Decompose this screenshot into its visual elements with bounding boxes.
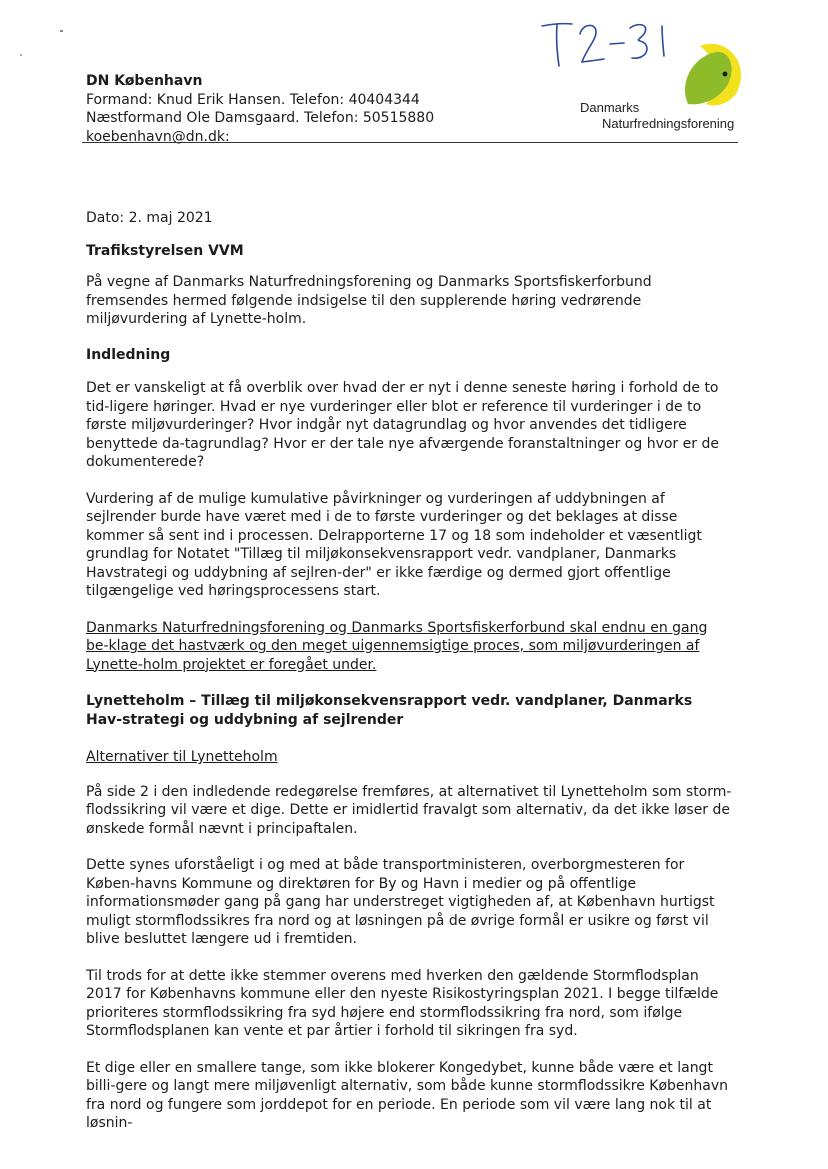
underlined-paragraph: Danmarks Naturfredningsforening og Danmarks Sportsfiskerforbund skal endnu en gang be-klage det hastværk og den meget uigennemsigtige proces, som miljøvurderingen af Lynette-holm projektet er foregået under.: [86, 619, 708, 673]
sender-email[interactable]: koebenhavn@dn.dk:: [86, 128, 230, 145]
org-name-line2: Naturfredningsforening: [602, 116, 735, 131]
intro-paragraph: På vegne af Danmarks Naturfredningsforening og Danmarks Sportsfiskerforbund fremsendes hermed følgende indsigelse til den supplerende høring vedrørende miljøvurdering af Lynette-holm.: [86, 274, 652, 327]
scan-speck: [20, 54, 22, 56]
sender-vice-chair: Næstformand Ole Damsgaard. Telefon: 50515880: [86, 110, 435, 126]
handwriting-image: [538, 14, 678, 74]
org-name: [580, 100, 734, 132]
scan-speck: [60, 30, 63, 32]
handwritten-annotation: [538, 14, 678, 74]
paragraph: Til trods for at dette ikke stemmer overens med hverken den gældende Stormflodsplan 2017 for Københavns kommune eller den nyeste Risikostyringsplan 2021. I begge tilfælde prioriteres stormflodssikring fra syd højere end stormflodssikring fra nord, som ifølge Stormflodsplanen kan vente et par årtier i forhold til sikringen fra syd.: [86, 967, 719, 1039]
header-divider: [82, 142, 738, 143]
paragraph: På side 2 i den indledende redegørelse fremføres, at alternativet til Lynetteholm som storm-flodssikring vil være et dige. Dette er imidlertid fravalgt som alternativ, da det ikke løser de ønskede formål nævnt i principaftalen.: [86, 783, 732, 837]
sender-name: DN København: [86, 73, 203, 89]
section-heading-main: Lynetteholm – Tillæg til miljøkonsekvensrapport vedr. vandplaner, Danmarks Hav-strategi og uddybning af sejlrender: [86, 693, 693, 728]
paragraph: Dette synes uforståeligt i og med at både transportministeren, overborgmesteren for Køben-havns Kommune og direktøren for By og Havn i medier og på offentlige informationsmøder gang på gang har understreget vigtigheden af, at København hurtigst muligt stormflodssikres fra nord og at løsningen på de øvrige formål er usikre og først vil blive besluttet længere ud i fremtiden.: [86, 857, 715, 947]
sender-chair: Formand: Knud Erik Hansen. Telefon: 40404344: [86, 91, 420, 108]
paragraph: Vurdering af de mulige kumulative påvirkninger og vurderingen af uddybningen af sejlrender burde have været med i de to første vurderinger og det beklages at disse kommer så sent ind i processen. Delrapporterne 17 og 18 som indeholder et væsentligt grundlag for Notatet "Tillæg til miljøkonsekvensrapport vedr. vandplaner, Danmarks Havstrategi og uddybning af sejlren-der" er ikke færdige og dermed gjort offentlige tilgængelige ved høringsprocessens start.: [86, 490, 702, 599]
paragraph: Det er vanskeligt at få overblik over hvad der er nyt i denne seneste høring i forhold de to tid-ligere høringer. Hvad er nye vurderinger eller blot er reference til vurderinger i de to første miljøvurderinger? Hvor indgår nyt datagrundlag og hvor anvendes det tidligere benyttede da-tagrundlag? Hvor er der tale nye afværgende foranstaltninger og hvor er de dokumenterede?: [86, 380, 719, 470]
paragraph: Et dige eller en smallere tange, som ikke blokerer Kongedybet, kunne både være et langt billi-gere og langt mere miljøvenligt alternativ, som både kunne stormflodssikre København fra nord og fungere som jorddepot for en periode. En periode som vil være lang nok til at løsnin-: [86, 1059, 729, 1131]
letter-body: [86, 209, 732, 1151]
section-heading-intro: Indledning: [86, 346, 171, 363]
recipient: Trafikstyrelsen VVM: [86, 242, 244, 259]
sender-block: [86, 72, 434, 146]
subheading-alternatives: Alternativer til Lynetteholm: [86, 749, 278, 765]
letter-date: Dato: 2. maj 2021: [86, 210, 213, 226]
org-name-line1: Danmarks: [580, 100, 640, 115]
